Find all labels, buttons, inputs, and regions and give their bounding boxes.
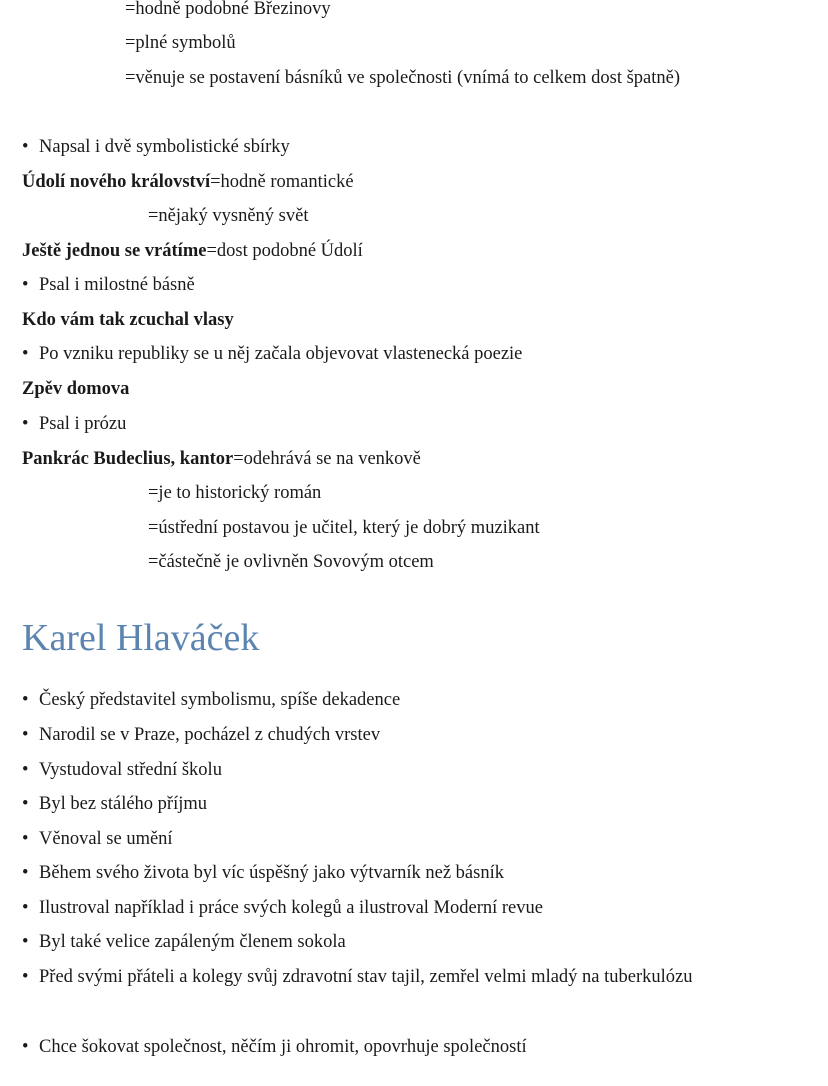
bullet-text: Během svého života byl víc úspěšný jako výtvarník než básník — [39, 863, 504, 883]
bullet-icon: • — [22, 414, 29, 434]
bullet-item — [22, 1035, 527, 1059]
continuation-line: =ústřední postavou je učitel, který je dobrý muzikant — [148, 518, 540, 538]
bullet-icon: • — [22, 863, 29, 883]
continuation-line: =částečně je ovlivněn Sovovým otcem — [148, 552, 434, 572]
bullet-item — [22, 792, 207, 816]
continuation-line: =věnuje se postavení básníků ve společnosti (vnímá to celkem dost špatně) — [125, 68, 681, 88]
bullet-text: Chce šokovat společnost, něčím ji ohromit, opovrhuje společností — [39, 1037, 527, 1057]
continuation-line: =hodně podobné Březinovy — [125, 0, 331, 19]
section-heading: Karel Hlaváček — [22, 617, 260, 659]
bullet-icon: • — [22, 760, 29, 780]
work-description: =hodně romantické — [210, 172, 354, 192]
bullet-text: Napsal i dvě symbolistické sbírky — [39, 137, 290, 157]
bullet-text: Psal i milostné básně — [39, 275, 195, 295]
bullet-item — [22, 758, 222, 782]
bullet-text: Před svými přáteli a kolegy svůj zdravotní stav tajil, zemřel velmi mladý na tuberkulózu — [39, 967, 693, 987]
bullet-icon: • — [22, 344, 29, 364]
bullet-icon: • — [22, 725, 29, 745]
continuation-line: =nějaký vysněný svět — [148, 206, 309, 226]
bullet-text: Byl bez stálého příjmu — [39, 794, 208, 814]
bullet-text: Ilustroval například i práce svých kolegů a ilustroval Moderní revue — [39, 898, 543, 918]
bullet-item — [22, 342, 522, 366]
bullet-item — [22, 930, 346, 954]
work-line — [22, 239, 363, 263]
work-description: =dost podobné Údolí — [206, 241, 363, 261]
continuation-line: =je to historický román — [148, 483, 322, 503]
bullet-icon: • — [22, 794, 29, 814]
bullet-text: Věnoval se umění — [39, 829, 173, 849]
work-line — [22, 308, 234, 332]
work-title: Údolí nového království — [22, 172, 211, 192]
work-line — [22, 377, 129, 401]
bullet-icon: • — [22, 829, 29, 849]
continuation-line: =plné symbolů — [125, 33, 236, 53]
bullet-text: Byl také velice zapáleným členem sokola — [39, 932, 346, 952]
bullet-item — [22, 965, 693, 989]
bullet-item — [22, 723, 380, 747]
bullet-item — [22, 861, 504, 885]
bullet-icon: • — [22, 275, 29, 295]
work-title: Ještě jednou se vrátíme — [22, 241, 207, 261]
bullet-text: Český představitel symbolismu, spíše dekadence — [39, 690, 401, 710]
work-title: Kdo vám tak zcuchal vlasy — [22, 310, 234, 330]
work-line — [22, 447, 421, 471]
bullet-item — [22, 412, 126, 436]
bullet-icon: • — [22, 690, 29, 710]
bullet-icon: • — [22, 137, 29, 157]
bullet-icon: • — [22, 1037, 29, 1057]
bullet-text: Po vzniku republiky se u něj začala objevovat vlastenecká poezie — [39, 344, 523, 364]
work-title: Zpěv domova — [22, 379, 130, 399]
work-line — [22, 170, 354, 194]
bullet-icon: • — [22, 967, 29, 987]
work-description: =odehrává se na venkově — [233, 449, 421, 469]
bullet-item — [22, 688, 400, 712]
bullet-text: Psal i prózu — [39, 414, 127, 434]
bullet-icon: • — [22, 898, 29, 918]
bullet-text: Vystudoval střední školu — [39, 760, 222, 780]
bullet-item — [22, 896, 543, 920]
bullet-item — [22, 827, 173, 851]
bullet-item — [22, 273, 195, 297]
work-title: Pankrác Budeclius, kantor — [22, 449, 234, 469]
bullet-text: Narodil se v Praze, pocházel z chudých vrstev — [39, 725, 381, 745]
bullet-icon: • — [22, 932, 29, 952]
bullet-item — [22, 135, 290, 159]
